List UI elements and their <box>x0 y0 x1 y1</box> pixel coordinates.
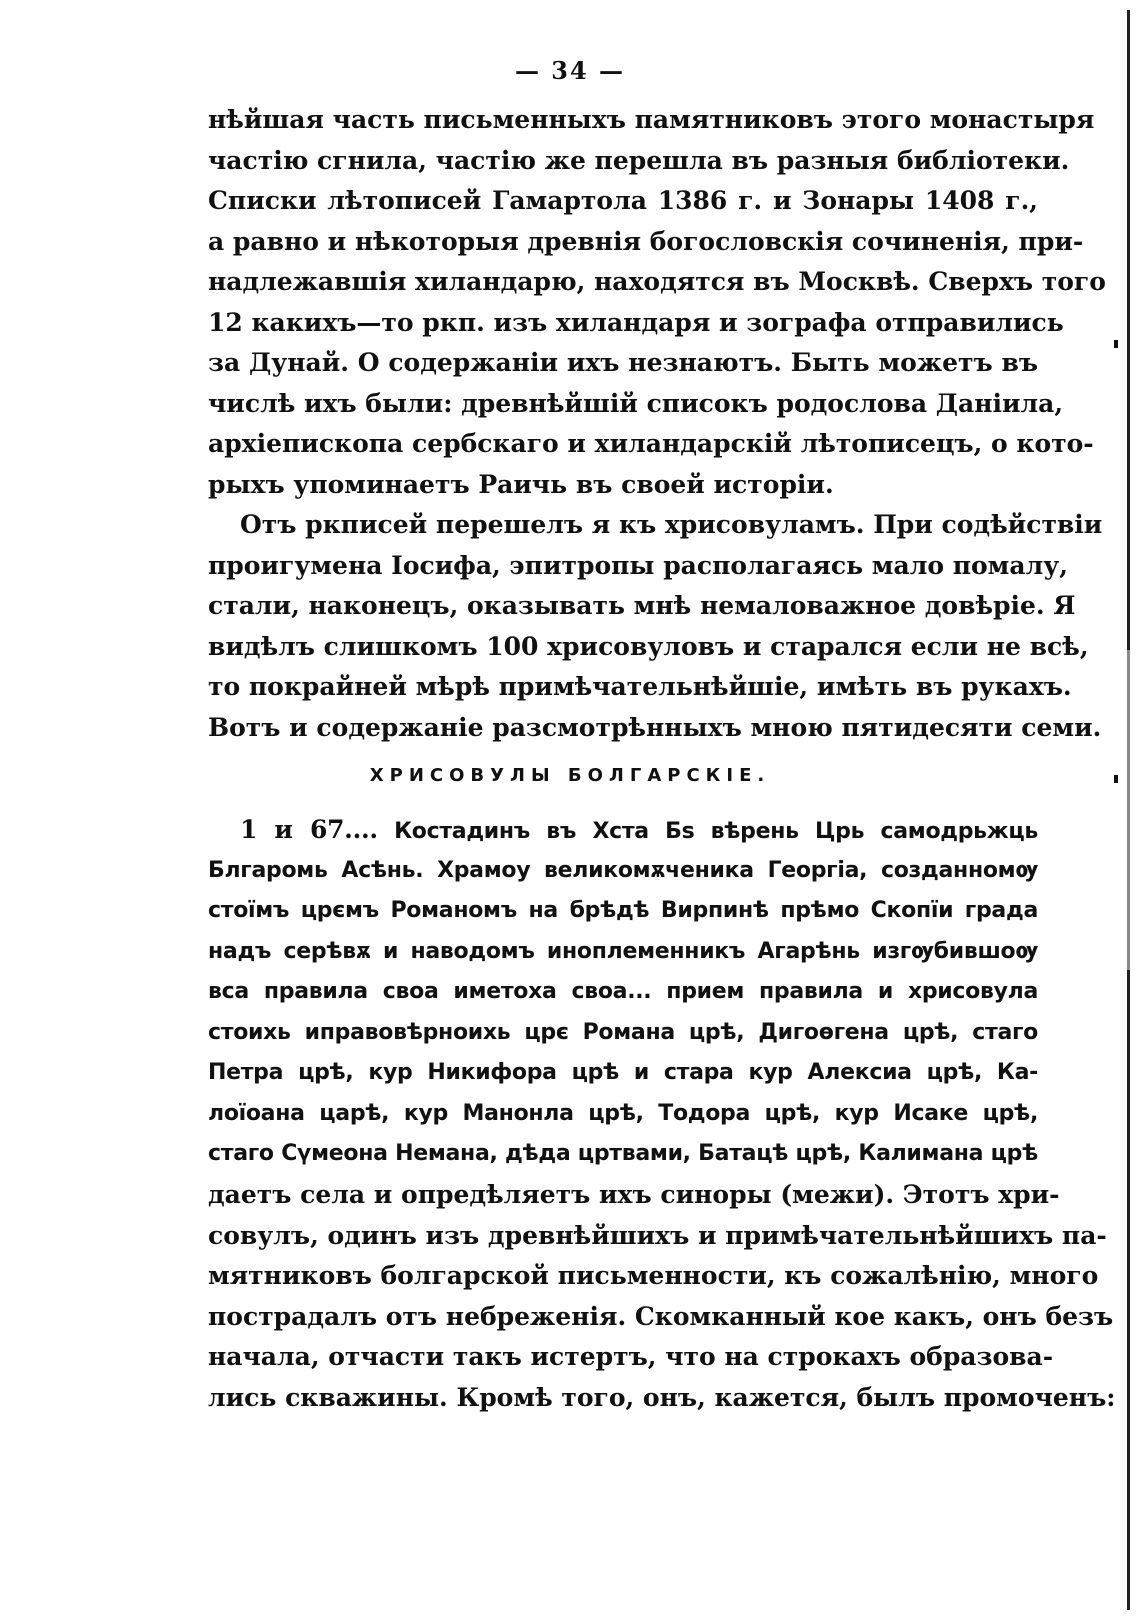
text-line: стали, наконецъ, оказывать мнѣ немаловажное довѣріе. Я <box>208 591 1076 620</box>
text-line: надъ серѣвѫ и наводомъ иноплеменникъ Агарѣнь изгѹбившоѹ <box>208 938 1038 964</box>
scan-edge-line <box>1127 10 1130 1610</box>
text-line: нѣйшая часть письменныхъ памятниковъ этого монастыря <box>208 105 1095 134</box>
text-line: пострадалъ отъ небреженія. Скомканный кое какъ, онъ безъ <box>208 1301 1114 1331</box>
slavonic-text: Костадинъ въ Хста Бѕ вѣрень Црь самодрьжць <box>394 819 1039 844</box>
text-line: частію сгнила, частію же перешла въ разныя библіотеки. <box>208 145 1070 175</box>
text-line: лоїоана царѣ, кур Манонла црѣ, Тодора црѣ, кур Исаке црѣ, <box>208 1100 1038 1126</box>
page-number: — 34 — <box>514 56 626 85</box>
text-line: начала, отчасти такъ истертъ, что на строкахъ образова- <box>208 1342 1054 1371</box>
text-line: рыхъ упоминаетъ Раичь въ своей исторіи. <box>208 469 834 499</box>
text-line: за Дунай. О содержаніи ихъ незнаютъ. Быть можетъ въ <box>208 348 1038 377</box>
text-line: стоїмъ црємъ Романомъ на брѣдѣ Вирпинѣ прѣмо Скопїи града <box>208 898 1038 923</box>
text-line: Петра црѣ, кур Никифора црѣ и стара кур Алексиа црѣ, Ка- <box>208 1060 1038 1085</box>
scan-edge-mark <box>1114 340 1118 348</box>
text-line: видѣлъ слишкомъ 100 хрисовуловъ и старался если не всѣ, <box>208 631 1089 661</box>
text-line: архіепископа сербскаго и хиландарскій лѣтописецъ, о кото- <box>208 429 1094 458</box>
text-line: надлежавшія хиландарю, находятся въ Москвѣ. Сверхъ того <box>208 267 1106 296</box>
scan-edge-mark <box>1114 775 1118 783</box>
text-line: вса правила своа иметоха своа... прием правила и хрисовула <box>208 979 1038 1004</box>
text-line <box>208 810 1038 851</box>
text-line: мятниковъ болгарской письменности, къ сожалѣнію, много <box>208 1261 1099 1290</box>
section-heading: ХРИСОВУЛЫ БОЛГАРСКІЕ. <box>369 765 771 786</box>
text-line: то покрайней мѣрѣ примѣчательнѣйшіе, имѣть въ рукахъ. <box>208 672 1072 701</box>
paragraph-3-slavonic <box>208 810 1038 1175</box>
text-line: стоихь иправовѣрноихь црє Романа црѣ, Дигоѳгена црѣ, стаго <box>208 1019 1038 1045</box>
text-line: 12 какихъ—то ркп. изъ хиландаря и зографа отправились <box>208 307 1064 337</box>
paragraph-3 <box>208 1175 1116 1418</box>
paragraph-2 <box>208 505 1103 748</box>
entry-number: 1 и 67.... <box>240 815 378 844</box>
paragraph-1 <box>208 100 1106 505</box>
text-line: Списки лѣтописей Гамартола 1386 г. и Зонары 1408 г., <box>208 186 1038 215</box>
text-line: лись скважины. Кромѣ того, онъ, кажется, былъ промоченъ: <box>208 1382 1116 1412</box>
text-line: числѣ ихъ были: древнѣйшій списокъ родослова Даніила, <box>208 388 1064 418</box>
text-line: совулъ, одинъ изъ древнѣйшихъ и примѣчательнѣйшихъ па- <box>208 1220 1107 1250</box>
text-line: Вотъ и содержаніе разсмотрѣнныхъ мною пятидесяти семи. <box>208 712 1102 742</box>
text-line: Блгаромь Асѣнь. Храмоу великомѫченика Георгіа, созданномѹ <box>208 857 1038 883</box>
text-line: Отъ ркписей перешелъ я къ хрисовуламъ. При содѣйствіи <box>240 510 1103 539</box>
text-line: стаго Сүмеона Немана, дѣда цртвами, Батацѣ црѣ, Калимана црѣ <box>208 1141 1038 1166</box>
text-line: даетъ села и опредѣляетъ ихъ синоры (межи). Этотъ хри- <box>208 1180 1060 1209</box>
text-line: а равно и нѣкоторыя древнія богословскія сочиненія, при- <box>208 226 1084 256</box>
text-line: проигумена Іосифа, эпитропы располагаясь мало помалу, <box>208 550 1068 580</box>
